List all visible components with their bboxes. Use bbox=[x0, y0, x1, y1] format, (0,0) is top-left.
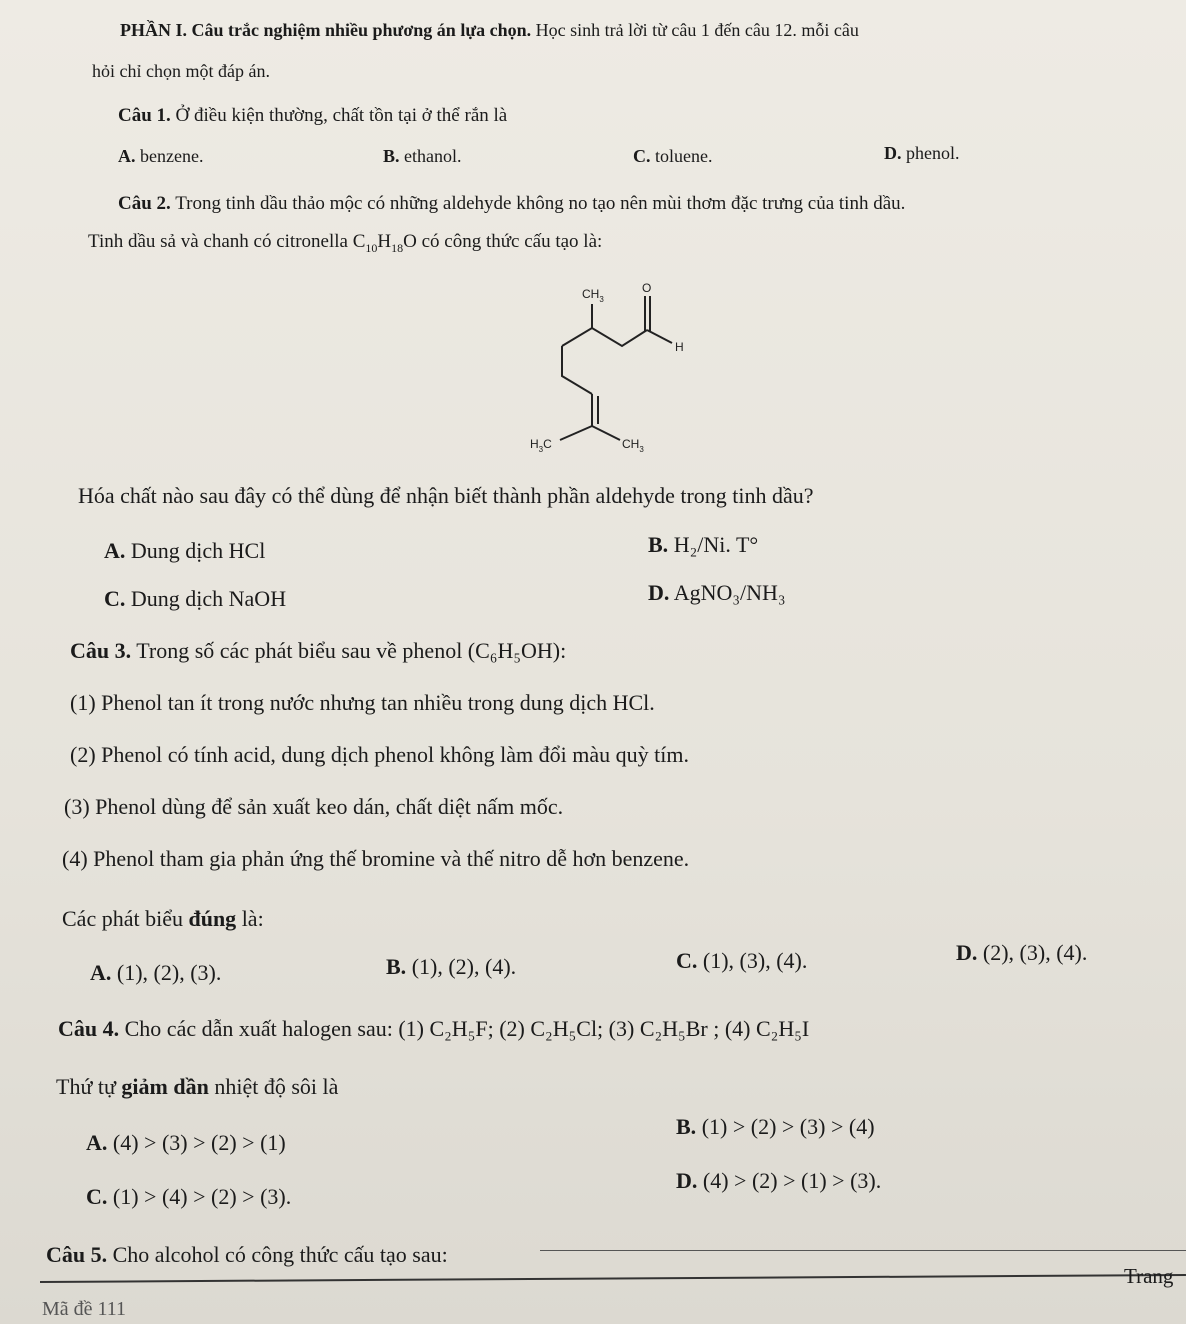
bond-chain-mid bbox=[562, 346, 592, 394]
question-1-text: Ở điều kiện thường, chất tồn tại ở thể rắn là bbox=[175, 105, 508, 126]
footer-rule-top bbox=[540, 1250, 1186, 1251]
question-3-stem bbox=[70, 638, 566, 664]
q4-prompt-post: nhiệt độ sôi là bbox=[208, 1074, 339, 1099]
bond-aldehyde-h bbox=[647, 330, 672, 343]
q3-statement-1: (1) Phenol tan ít trong nước nhưng tan nhiều trong dung dịch HCl. bbox=[70, 690, 655, 715]
q4-option-d-letter: D. bbox=[676, 1168, 698, 1193]
question-1-label: Câu 1. bbox=[118, 105, 171, 126]
q1-option-a-text: benzene. bbox=[140, 146, 204, 166]
part-header-line2: hỏi chỉ chọn một đáp án. bbox=[92, 61, 270, 81]
q3-option-b-letter: B. bbox=[386, 954, 407, 979]
label-oxygen: O bbox=[642, 281, 652, 295]
q2-option-d-text: AgNO₃/NH₃ bbox=[673, 580, 786, 605]
q2-option-d[interactable] bbox=[648, 580, 786, 606]
q2-option-b-letter: B. bbox=[648, 532, 669, 557]
exam-code: Mã đề 111 bbox=[42, 1298, 127, 1320]
q2-option-a-letter: A. bbox=[104, 538, 126, 563]
question-1-stem bbox=[118, 105, 507, 127]
q1-option-a[interactable] bbox=[118, 146, 203, 167]
q3-option-d-letter: D. bbox=[956, 940, 978, 965]
q4-prompt-pre: Thứ tự bbox=[56, 1074, 122, 1099]
question-4-label: Câu 4. bbox=[58, 1016, 120, 1041]
q1-option-b[interactable] bbox=[383, 146, 462, 167]
q1-option-a-letter: A. bbox=[118, 146, 136, 166]
q4-option-c-letter: C. bbox=[86, 1184, 108, 1209]
label-ch3-right: $CH_3$ bbox=[622, 437, 644, 454]
q2-option-a[interactable] bbox=[104, 538, 265, 564]
q4-prompt-bold: giảm dần bbox=[121, 1074, 209, 1099]
q2-option-b-text: H₂/Ni. T° bbox=[673, 532, 759, 557]
label-ch3-top: $CH_3$ bbox=[582, 287, 604, 304]
footer-rule bbox=[40, 1274, 1186, 1283]
q2-line2-post: O có công thức cấu tạo là: bbox=[403, 231, 603, 252]
question-5-label: Câu 5. bbox=[46, 1242, 108, 1267]
part-header-title: PHẦN I. Câu trắc nghiệm nhiều phương án lựa chọn. bbox=[120, 20, 532, 40]
q3-prompt-pre: Các phát biểu bbox=[62, 906, 189, 931]
label-aldehyde-h: H bbox=[675, 340, 684, 354]
bond-left-methyl bbox=[560, 426, 592, 440]
question-2-text-line1: Trong tinh dầu thảo mộc có những aldehyde không no tạo nên mùi thơm đặc trưng của tinh dầu. bbox=[175, 193, 906, 214]
page-label: Trang bbox=[1124, 1264, 1174, 1288]
q3-option-b[interactable] bbox=[386, 954, 516, 980]
q3-prompt-bold: đúng bbox=[188, 906, 237, 931]
question-2-stem-line2 bbox=[88, 231, 602, 256]
q3-option-b-text: (1), (2), (4). bbox=[411, 954, 517, 979]
citronella-svg bbox=[520, 276, 700, 466]
q2-option-a-text: Dung dịch HCl bbox=[130, 538, 266, 563]
q3-option-a-text: (1), (2), (3). bbox=[116, 960, 222, 985]
question-3-text: Trong số các phát biểu sau về phenol (C₆H₅OH): bbox=[136, 638, 567, 663]
q2-option-c-letter: C. bbox=[104, 586, 126, 611]
question-2-question: Hóa chất nào sau đây có thể dùng để nhận biết thành phần aldehyde trong tinh dầu? bbox=[78, 483, 814, 508]
q3-prompt-post: là: bbox=[236, 906, 264, 931]
question-5-text: Cho alcohol có công thức cấu tạo sau: bbox=[112, 1242, 448, 1267]
question-4-prompt bbox=[56, 1074, 338, 1100]
q3-option-d[interactable] bbox=[956, 940, 1087, 966]
question-4-text: Cho các dẫn xuất halogen sau: (1) C₂H₅F; (2) C₂H₅Cl; (3) C₂H₅Br ; (4) C₂H₅I bbox=[124, 1016, 810, 1041]
q4-option-d-text: (4) > (2) > (1) > (3). bbox=[702, 1168, 882, 1193]
q4-option-b-text: (1) > (2) > (3) > (4) bbox=[701, 1114, 875, 1139]
q3-option-c[interactable] bbox=[676, 948, 807, 974]
q2-option-c[interactable] bbox=[104, 586, 286, 612]
question-2-label: Câu 2. bbox=[118, 193, 171, 214]
q4-option-c-text: (1) > (4) > (2) > (3). bbox=[112, 1184, 292, 1209]
q1-option-d[interactable] bbox=[884, 143, 960, 164]
q3-option-a[interactable] bbox=[90, 960, 221, 986]
q3-option-a-letter: A. bbox=[90, 960, 112, 985]
q2-line2-pre: Tinh dầu sả và chanh có citronella C bbox=[88, 231, 366, 252]
q3-option-c-text: (1), (3), (4). bbox=[702, 948, 808, 973]
label-h3c-left: $H_3C$ bbox=[530, 437, 552, 454]
q3-statement-3: (3) Phenol dùng để sản xuất keo dán, chất diệt nấm mốc. bbox=[64, 794, 564, 819]
q1-option-c-letter: C. bbox=[633, 146, 651, 166]
q3-option-d-text: (2), (3), (4). bbox=[982, 940, 1088, 965]
q1-option-b-letter: B. bbox=[383, 146, 400, 166]
q4-option-d[interactable] bbox=[676, 1168, 881, 1194]
q1-option-c-text: toluene. bbox=[655, 146, 713, 166]
q4-option-b-letter: B. bbox=[676, 1114, 697, 1139]
q1-option-d-letter: D. bbox=[884, 143, 902, 163]
q4-option-a-text: (4) > (3) > (2) > (1) bbox=[112, 1130, 286, 1155]
part-header-rest: Học sinh trả lời từ câu 1 đến câu 12. mỗi câu bbox=[535, 20, 859, 40]
question-5-stem bbox=[46, 1242, 448, 1268]
question-3-label: Câu 3. bbox=[70, 638, 132, 663]
q2-option-c-text: Dung dịch NaOH bbox=[130, 586, 287, 611]
q4-option-a[interactable] bbox=[86, 1130, 286, 1156]
q4-option-b[interactable] bbox=[676, 1114, 875, 1140]
q3-statement-2: (2) Phenol có tính acid, dung dịch phenol không làm đổi màu quỳ tím. bbox=[70, 742, 689, 767]
bond-chain-top bbox=[562, 328, 647, 346]
q2-sub-18: 18 bbox=[391, 240, 404, 255]
question-2-stem-line1 bbox=[118, 193, 905, 215]
q3-option-c-letter: C. bbox=[676, 948, 698, 973]
q1-option-c[interactable] bbox=[633, 146, 712, 167]
q2-sub-10: 10 bbox=[365, 240, 378, 255]
question-4-stem bbox=[58, 1016, 809, 1042]
bond-right-methyl bbox=[592, 426, 620, 440]
part-header-line1 bbox=[120, 20, 859, 41]
q2-h: H bbox=[377, 231, 392, 252]
q3-statement-4: (4) Phenol tham gia phản ứng thế bromine và thế nitro dễ hơn benzene. bbox=[62, 846, 690, 871]
question-3-prompt bbox=[62, 906, 264, 932]
q2-option-b[interactable] bbox=[648, 532, 758, 558]
q1-option-b-text: ethanol. bbox=[404, 146, 462, 166]
q4-option-a-letter: A. bbox=[86, 1130, 108, 1155]
q2-option-d-letter: D. bbox=[648, 580, 670, 605]
q1-option-d-text: phenol. bbox=[906, 143, 960, 163]
q4-option-c[interactable] bbox=[86, 1184, 291, 1210]
citronella-structure bbox=[520, 276, 700, 466]
